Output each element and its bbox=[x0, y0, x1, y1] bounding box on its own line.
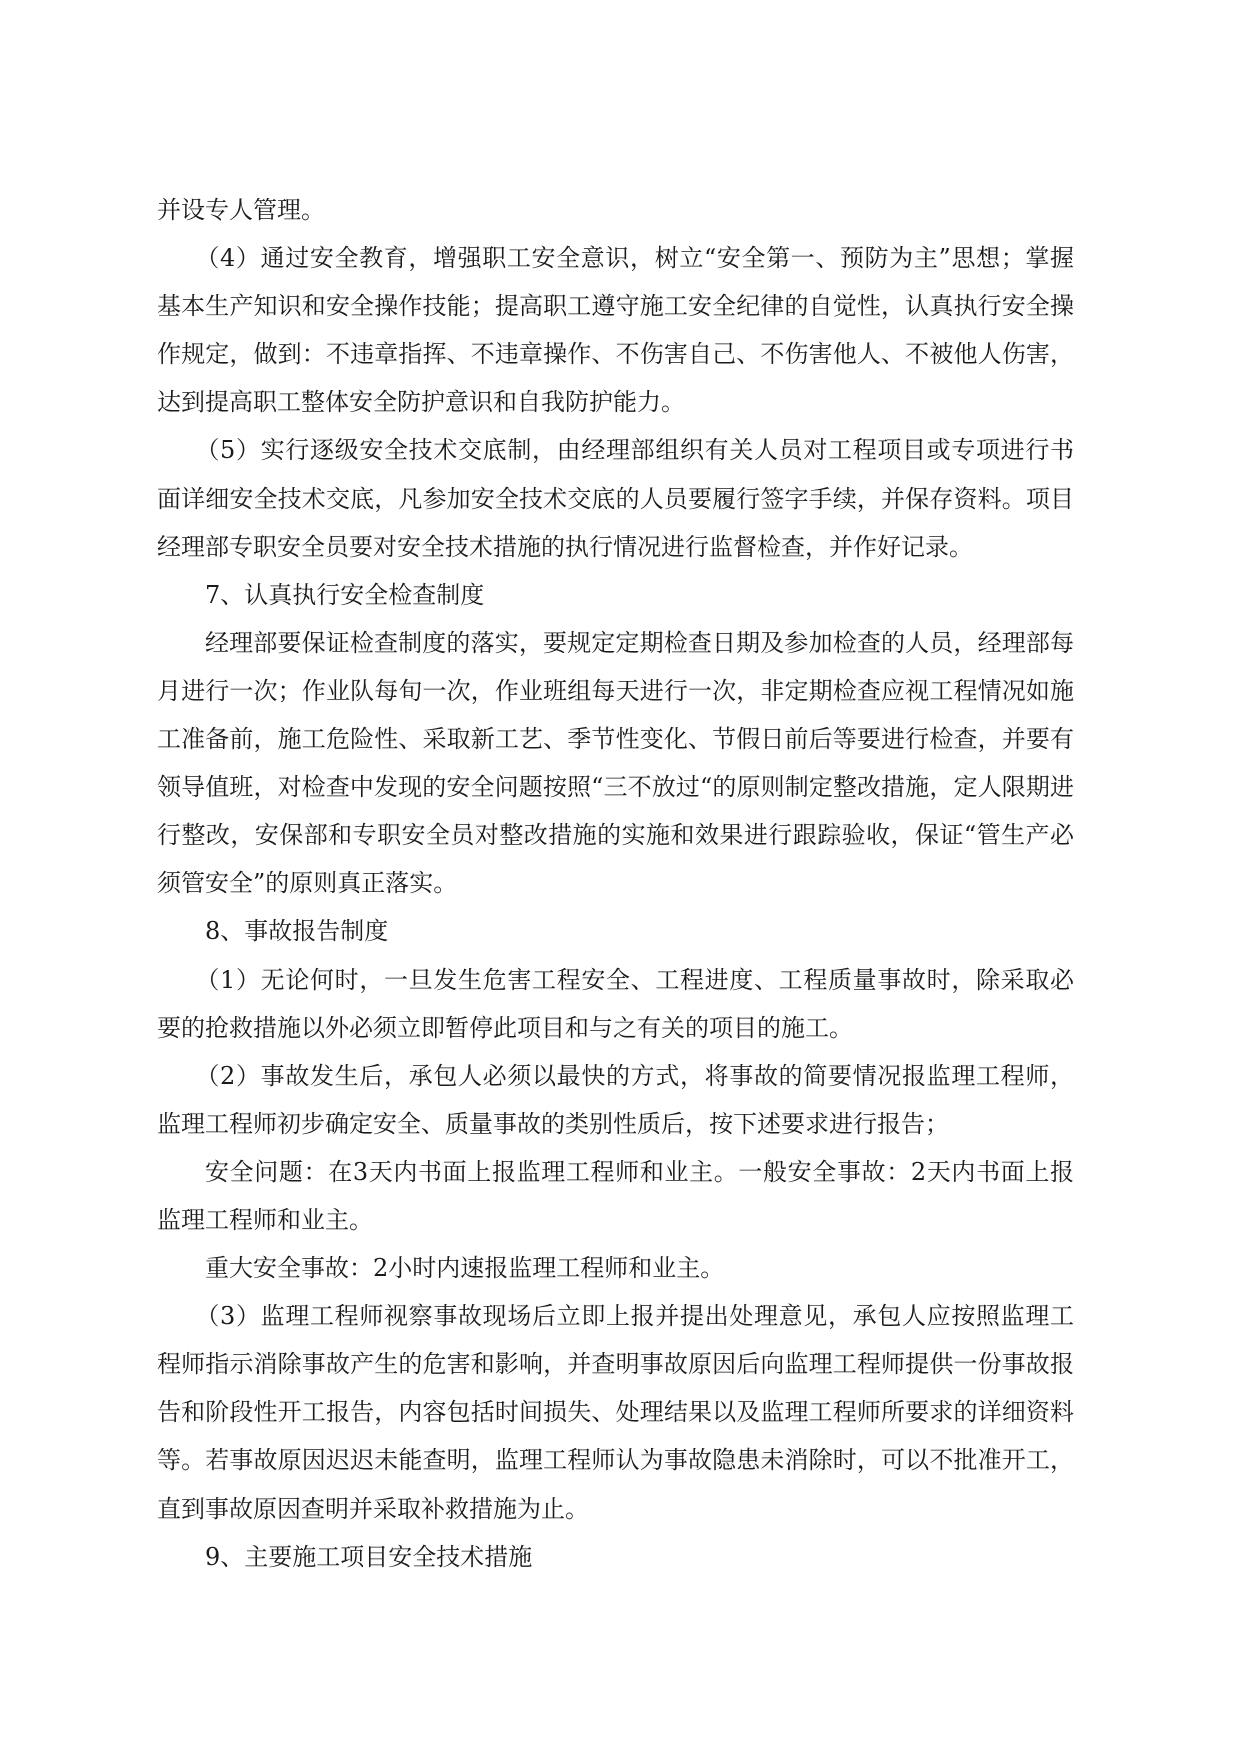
paragraph-report-item-3: （3）监理工程师视察事故现场后立即上报并提出处理意见，承包人应按照监理工程师指示消除事故产生的危害和影响，并查明事故原因后向监理工程师提供一份事故报告和阶段性开工报告，内容包括时间损失、处理结果以及监理工程师所要求的详细资料等。若事故原因迟迟未能查明，监理工程师认为事故隐患未消除时，可以不批准开工，直到事故原因查明并采取补救措施为止。 bbox=[157, 1302, 1074, 1523]
paragraph-major-accident: 重大安全事故：2小时内速报监理工程师和业主。 bbox=[205, 1254, 725, 1283]
document-body bbox=[157, 186, 1074, 1581]
paragraph-item-5: （5）实行逐级安全技术交底制，由经理部组织有关人员对工程项目或专项进行书面详细安全技术交底，凡参加安全技术交底的人员要履行签字手续，并保存资料。项目经理部专职安全员要对安全技术措施的执行情况进行监督检查，并作好记录。 bbox=[157, 436, 1074, 561]
paragraph-safety-issue: 安全问题：在3天内书面上报监理工程师和业主。一般安全事故：2天内书面上报监理工程师和业主。 bbox=[157, 1157, 1074, 1234]
section-heading-9: 9、主要施工项目安全技术措施 bbox=[205, 1542, 533, 1571]
paragraph-continuation: 并设专人管理。 bbox=[157, 196, 325, 224]
paragraph-report-item-1: （1）无论何时，一旦发生危害工程安全、工程进度、工程质量事故时，除采取必要的抢救措施以外必须立即暂停此项目和与之有关的项目的施工。 bbox=[157, 965, 1074, 1042]
paragraph-item-4: （4）通过安全教育，增强职工安全意识，树立“安全第一、预防为主”思想；掌握基本生产知识和安全操作技能；提高职工遵守施工安全纪律的自觉性，认真执行安全操作规定，做到：不违章指挥、不违章操作、不伤害自己、不伤害他人、不被他人伤害，达到提高职工整体安全防护意识和自我防护能力。 bbox=[157, 244, 1074, 417]
paragraph-inspection: 经理部要保证检查制度的落实，要规定定期检查日期及参加检查的人员，经理部每月进行一次；作业队每旬一次，作业班组每天进行一次，非定期检查应视工程情况如施工准备前，施工危险性、采取新工艺、季节性变化、节假日前后等要进行检查，并要有领导值班，对检查中发现的安全问题按照“三不放过“的原则制定整改措施，定人限期进行整改，安保部和专职安全员对整改措施的实施和效果进行跟踪验收，保证“管生产必须管安全”的原则真正落实。 bbox=[157, 628, 1074, 898]
paragraph-report-item-2: （2）事故发生后，承包人必须以最快的方式，将事故的简要情况报监理工程师，监理工程师初步确定安全、质量事故的类别性质后，按下述要求进行报告； bbox=[157, 1061, 1074, 1138]
section-heading-7: 7、认真执行安全检查制度 bbox=[205, 580, 485, 609]
section-heading-8: 8、事故报告制度 bbox=[205, 917, 389, 946]
